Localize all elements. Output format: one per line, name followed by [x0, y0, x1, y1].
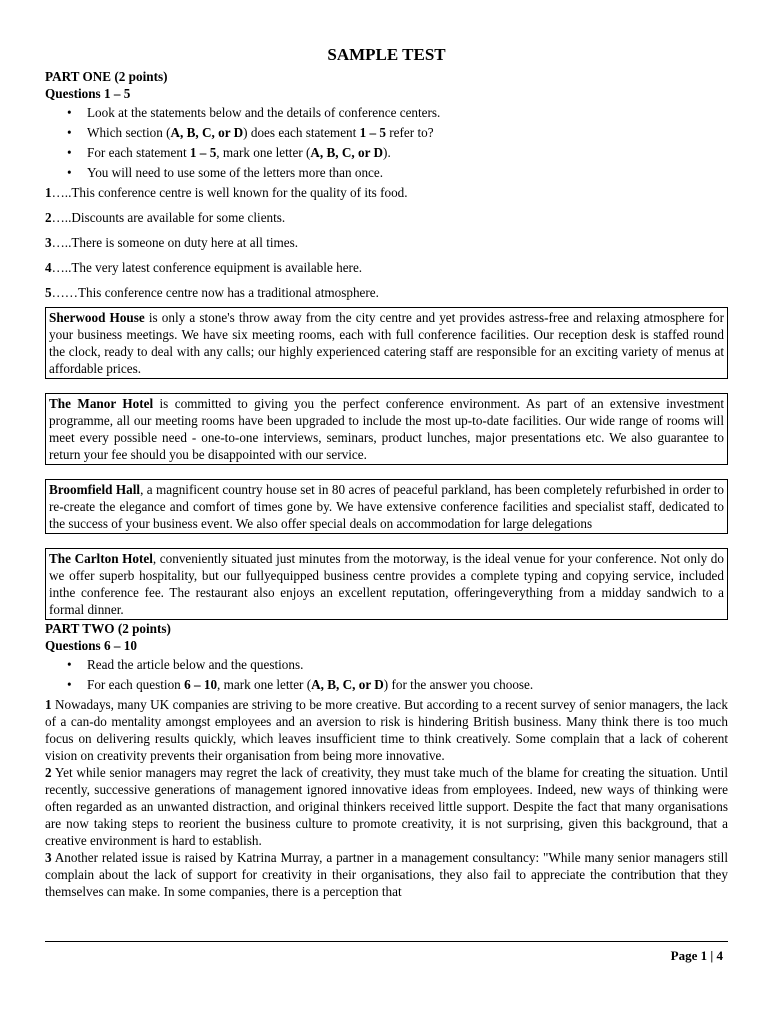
instruction-item: • You will need to use some of the letters more than once.	[87, 164, 728, 181]
part-two-heading: PART TWO (2 points)	[45, 621, 171, 636]
centre-box-broomfield-hall: Broomfield Hall, a magnificent country house set in 80 acres of peaceful parkland, has been completely refurbished in order to re-create the elegance and comfort of times gone by. We have extensive conference facilities and specialist staff, dedicated to the success of your business event. We also offer special deals on accommodation for large delegations	[45, 479, 728, 534]
statement-5: 5……This conference centre now has a traditional atmosphere.	[45, 285, 379, 300]
statement-3: 3…..There is someone on duty here at all times.	[45, 235, 299, 250]
footer-divider	[45, 941, 728, 942]
statement-2: 2…..Discounts are available for some clients.	[45, 210, 286, 225]
instruction-item: • Read the article below and the questions.	[87, 656, 728, 673]
page-title: SAMPLE TEST	[327, 45, 446, 64]
instruction-item: • For each question 6 – 10, mark one letter (A, B, C, or D) for the answer you choose.	[87, 676, 728, 693]
part-two-instructions	[45, 656, 728, 693]
instruction-item: • Look at the statements below and the details of conference centers.	[87, 104, 728, 121]
centre-box-carlton-hotel: The Carlton Hotel, conveniently situated just minutes from the motorway, is the ideal venue for your conference. Not only do we offer superb hospitality, but our fullyequipped business centre provides a complete typing and copying service, included inthe conference fee. The restaurant also enjoys an excellent reputation, offeringeverything from a midday sandwich to a formal dinner.	[45, 548, 728, 620]
page-number: Page 1 | 4	[670, 948, 723, 963]
statement-1: 1…..This conference centre is well known for the quality of its food.	[45, 185, 408, 200]
article-paragraph-2: 2 Yet while senior managers may regret the lack of creativity, they must take much of the blame for creating the situation. Until recently, successive generations of management ignored innovative ideas from employees. Indeed, new ways of thinking were often regarded as an unwanted distraction, and original thinkers received little support. Despite the fact that many organisations are now taking steps to reorient the business culture to promote creativity, it is not surprising, given this background, that a creative environment is hard to establish.	[45, 765, 728, 848]
article-paragraph-3: 3 Another related issue is raised by Katrina Murray, a partner in a management consultancy: "While many senior managers still complain about the lack of support for creativity in their organisations, they also fail to appreciate the contribution that they themselves can make. In some companies, there is a perception that	[45, 850, 728, 899]
article-paragraph-1: 1 Nowadays, many UK companies are striving to be more creative. But according to a recent survey of senior managers, the lack of a can-do mentality amongst employees and an aversion to risk is hindering British business. Many think there is too much focus on delivering results quickly, which leaves insufficient time to think creatively. Some complain that a lack of coherent vision on creativity prevents their organisation from being more innovative.	[45, 697, 728, 763]
instruction-item: • Which section (A, B, C, or D) does each statement 1 – 5 refer to?	[87, 124, 728, 141]
part-one-heading: PART ONE (2 points)	[45, 69, 168, 84]
part-one-instructions	[45, 104, 728, 181]
instruction-item: • For each statement 1 – 5, mark one letter (A, B, C, or D).	[87, 144, 728, 161]
centre-box-sherwood-house: Sherwood House is only a stone's throw away from the city centre and yet provides astress-free and relaxing atmosphere for your business meetings. We have six meeting rooms, each with full conference facilities. Our reception desk is staffed round the clock, ready to deal with any calls; our highly experienced catering staff are responsible for an exciting variety of menus at affordable prices.	[45, 307, 728, 379]
statement-4: 4…..The very latest conference equipment is available here.	[45, 260, 363, 275]
document-page	[45, 44, 728, 900]
part-two-questions: Questions 6 – 10	[45, 638, 137, 653]
part-one-questions: Questions 1 – 5	[45, 86, 131, 101]
centre-box-manor-hotel: The Manor Hotel is committed to giving you the perfect conference environment. As part of an extensive investment programme, all our meeting rooms have been upgraded to include the most up-to-date facilities. Our wide range of rooms will meet every possible need - one-to-one interviews, seminars, product lunches, major presentations etc. We also guarantee to return your fee should you be disappointed with our service.	[45, 393, 728, 465]
